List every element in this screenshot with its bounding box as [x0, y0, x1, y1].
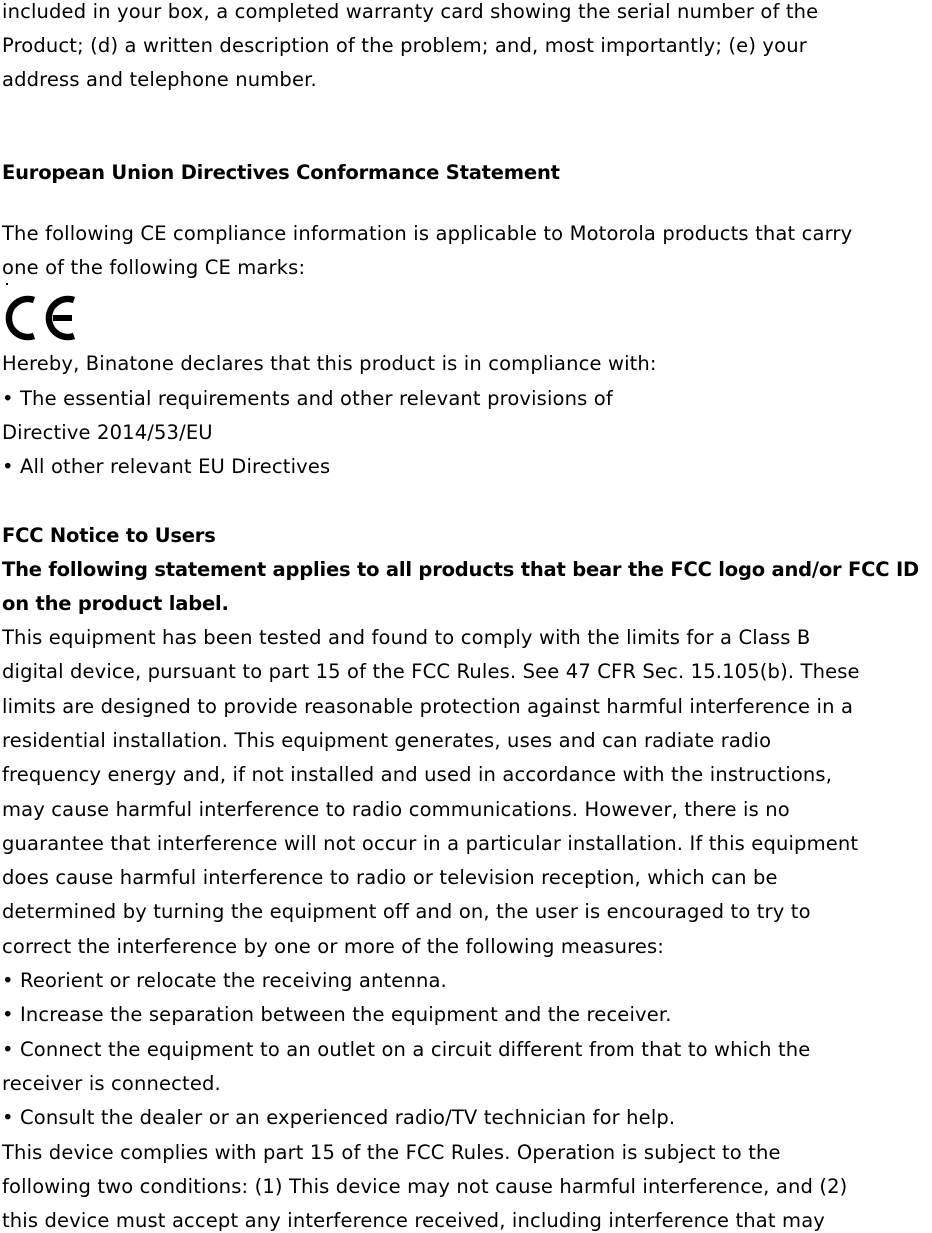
fcc-body-line: digital device, pursuant to part 15 of the FCC Rules. See 47 CFR Sec. 15.105(b). These	[2, 660, 860, 683]
fcc-body-line: guarantee that interference will not occur in a particular installation. If this equipment	[2, 832, 859, 855]
fcc-subheading: on the product label.	[2, 592, 229, 615]
fcc-body-line: may cause harmful interference to radio communications. However, there is no	[2, 798, 790, 821]
eu-declaration: Hereby, Binatone declares that this product is in compliance with:	[2, 352, 657, 375]
fcc-body-line: this device must accept any interference received, including interference that may	[2, 1209, 825, 1232]
eu-heading: European Union Directives Conformance Statement	[2, 161, 560, 184]
fcc-body-line: This equipment has been tested and found to comply with the limits for a Class B	[2, 626, 811, 649]
fcc-body-line: residential installation. This equipment generates, uses and can radiate radio	[2, 729, 772, 752]
fcc-body-line: • Reorient or relocate the receiving antenna.	[2, 969, 447, 992]
intro-line: included in your box, a completed warranty card showing the serial number of the	[2, 0, 819, 23]
fcc-body-line: determined by turning the equipment off and on, the user is encouraged to try to	[2, 900, 811, 923]
fcc-body-line: limits are designed to provide reasonable protection against harmful interference in a	[2, 695, 854, 718]
intro-line: address and telephone number.	[2, 68, 317, 91]
eu-bullet: • All other relevant EU Directives	[2, 455, 331, 478]
ce-mark-icon	[4, 294, 78, 342]
eu-intro-line: The following CE compliance information is applicable to Motorola products that carry	[2, 222, 853, 245]
ce-mark-dot	[6, 283, 8, 285]
fcc-body-line: • Consult the dealer or an experienced radio/TV technician for help.	[2, 1106, 676, 1129]
eu-bullet: • The essential requirements and other relevant provisions of	[2, 387, 613, 410]
eu-bullet-continuation: Directive 2014/53/EU	[2, 421, 213, 444]
fcc-body-line: following two conditions: (1) This device may not cause harmful interference, and (2)	[2, 1175, 848, 1198]
intro-line: Product; (d) a written description of the problem; and, most importantly; (e) your	[2, 34, 807, 57]
fcc-body-line: does cause harmful interference to radio or television reception, which can be	[2, 866, 778, 889]
fcc-body-line: receiver is connected.	[2, 1072, 221, 1095]
fcc-body-line: • Increase the separation between the equipment and the receiver.	[2, 1003, 672, 1026]
fcc-subheading: The following statement applies to all products that bear the FCC logo and/or FCC ID	[2, 558, 920, 581]
fcc-body-line: This device complies with part 15 of the FCC Rules. Operation is subject to the	[2, 1141, 781, 1164]
eu-intro-line: one of the following CE marks:	[2, 256, 306, 279]
fcc-body-line: • Connect the equipment to an outlet on a circuit different from that to which the	[2, 1038, 811, 1061]
fcc-heading: FCC Notice to Users	[2, 524, 216, 547]
fcc-body-line: frequency energy and, if not installed and used in accordance with the instructions,	[2, 763, 833, 786]
fcc-body-line: correct the interference by one or more of the following measures:	[2, 935, 665, 958]
